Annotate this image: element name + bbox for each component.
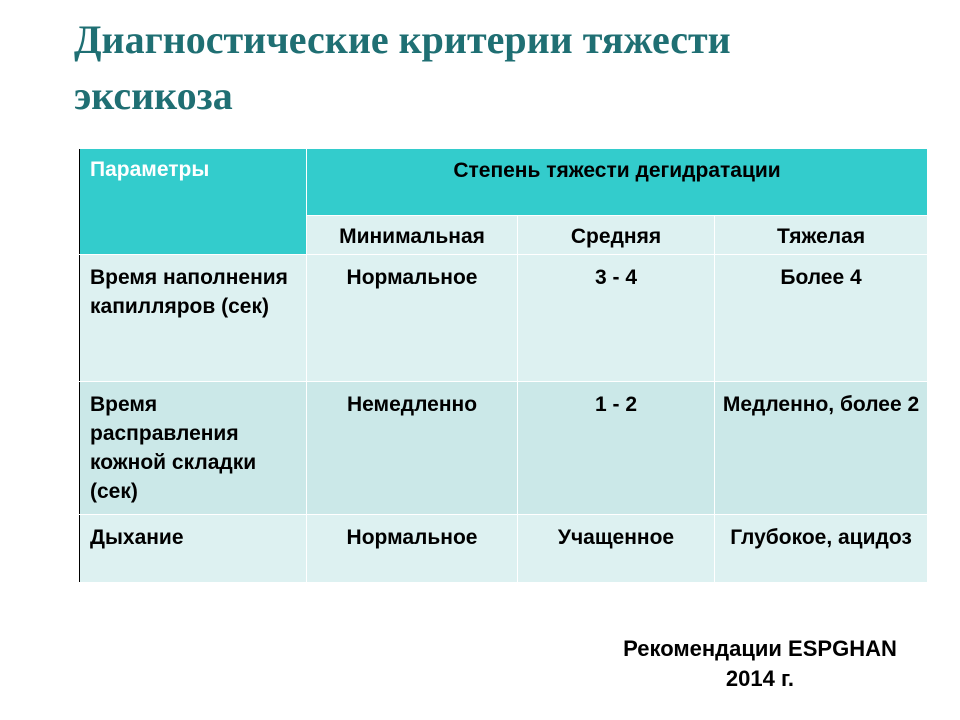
row-value-medium: 1 - 2 — [518, 382, 715, 515]
header-col-severe: Тяжелая — [715, 216, 928, 255]
row-parameter: Время наполнения капилляров (сек) — [80, 255, 307, 382]
header-col-medium: Средняя — [518, 216, 715, 255]
row-parameter: Дыхание — [80, 515, 307, 583]
row-value-severe: Глубокое, ацидоз — [715, 515, 928, 583]
row-value-medium: 3 - 4 — [518, 255, 715, 382]
row-value-severe: Медленно, более 2 — [715, 382, 928, 515]
table-header-row — [80, 149, 928, 216]
row-value-minimal: Нормальное — [307, 515, 518, 583]
table-row — [80, 515, 928, 583]
table-row — [80, 382, 928, 515]
row-value-severe: Более 4 — [715, 255, 928, 382]
header-parameters: Параметры — [80, 149, 307, 255]
table-row — [80, 255, 928, 382]
criteria-table — [79, 148, 928, 583]
row-value-minimal: Нормальное — [307, 255, 518, 382]
header-col-minimal: Минимальная — [307, 216, 518, 255]
slide-title-line1: Диагностические критерии тяжести — [74, 17, 731, 62]
source-note — [560, 634, 960, 694]
slide-title-line2: эксикоза — [74, 73, 233, 118]
row-value-minimal: Немедленно — [307, 382, 518, 515]
slide-title — [74, 12, 894, 124]
row-value-medium: Учащенное — [518, 515, 715, 583]
source-line2: 2014 г. — [725, 666, 795, 691]
row-parameter: Время расправления кожной складки (сек) — [80, 382, 307, 515]
source-line1: Рекомендации ESPGHAN — [623, 636, 897, 661]
header-degree: Степень тяжести дегидратации — [307, 149, 928, 216]
